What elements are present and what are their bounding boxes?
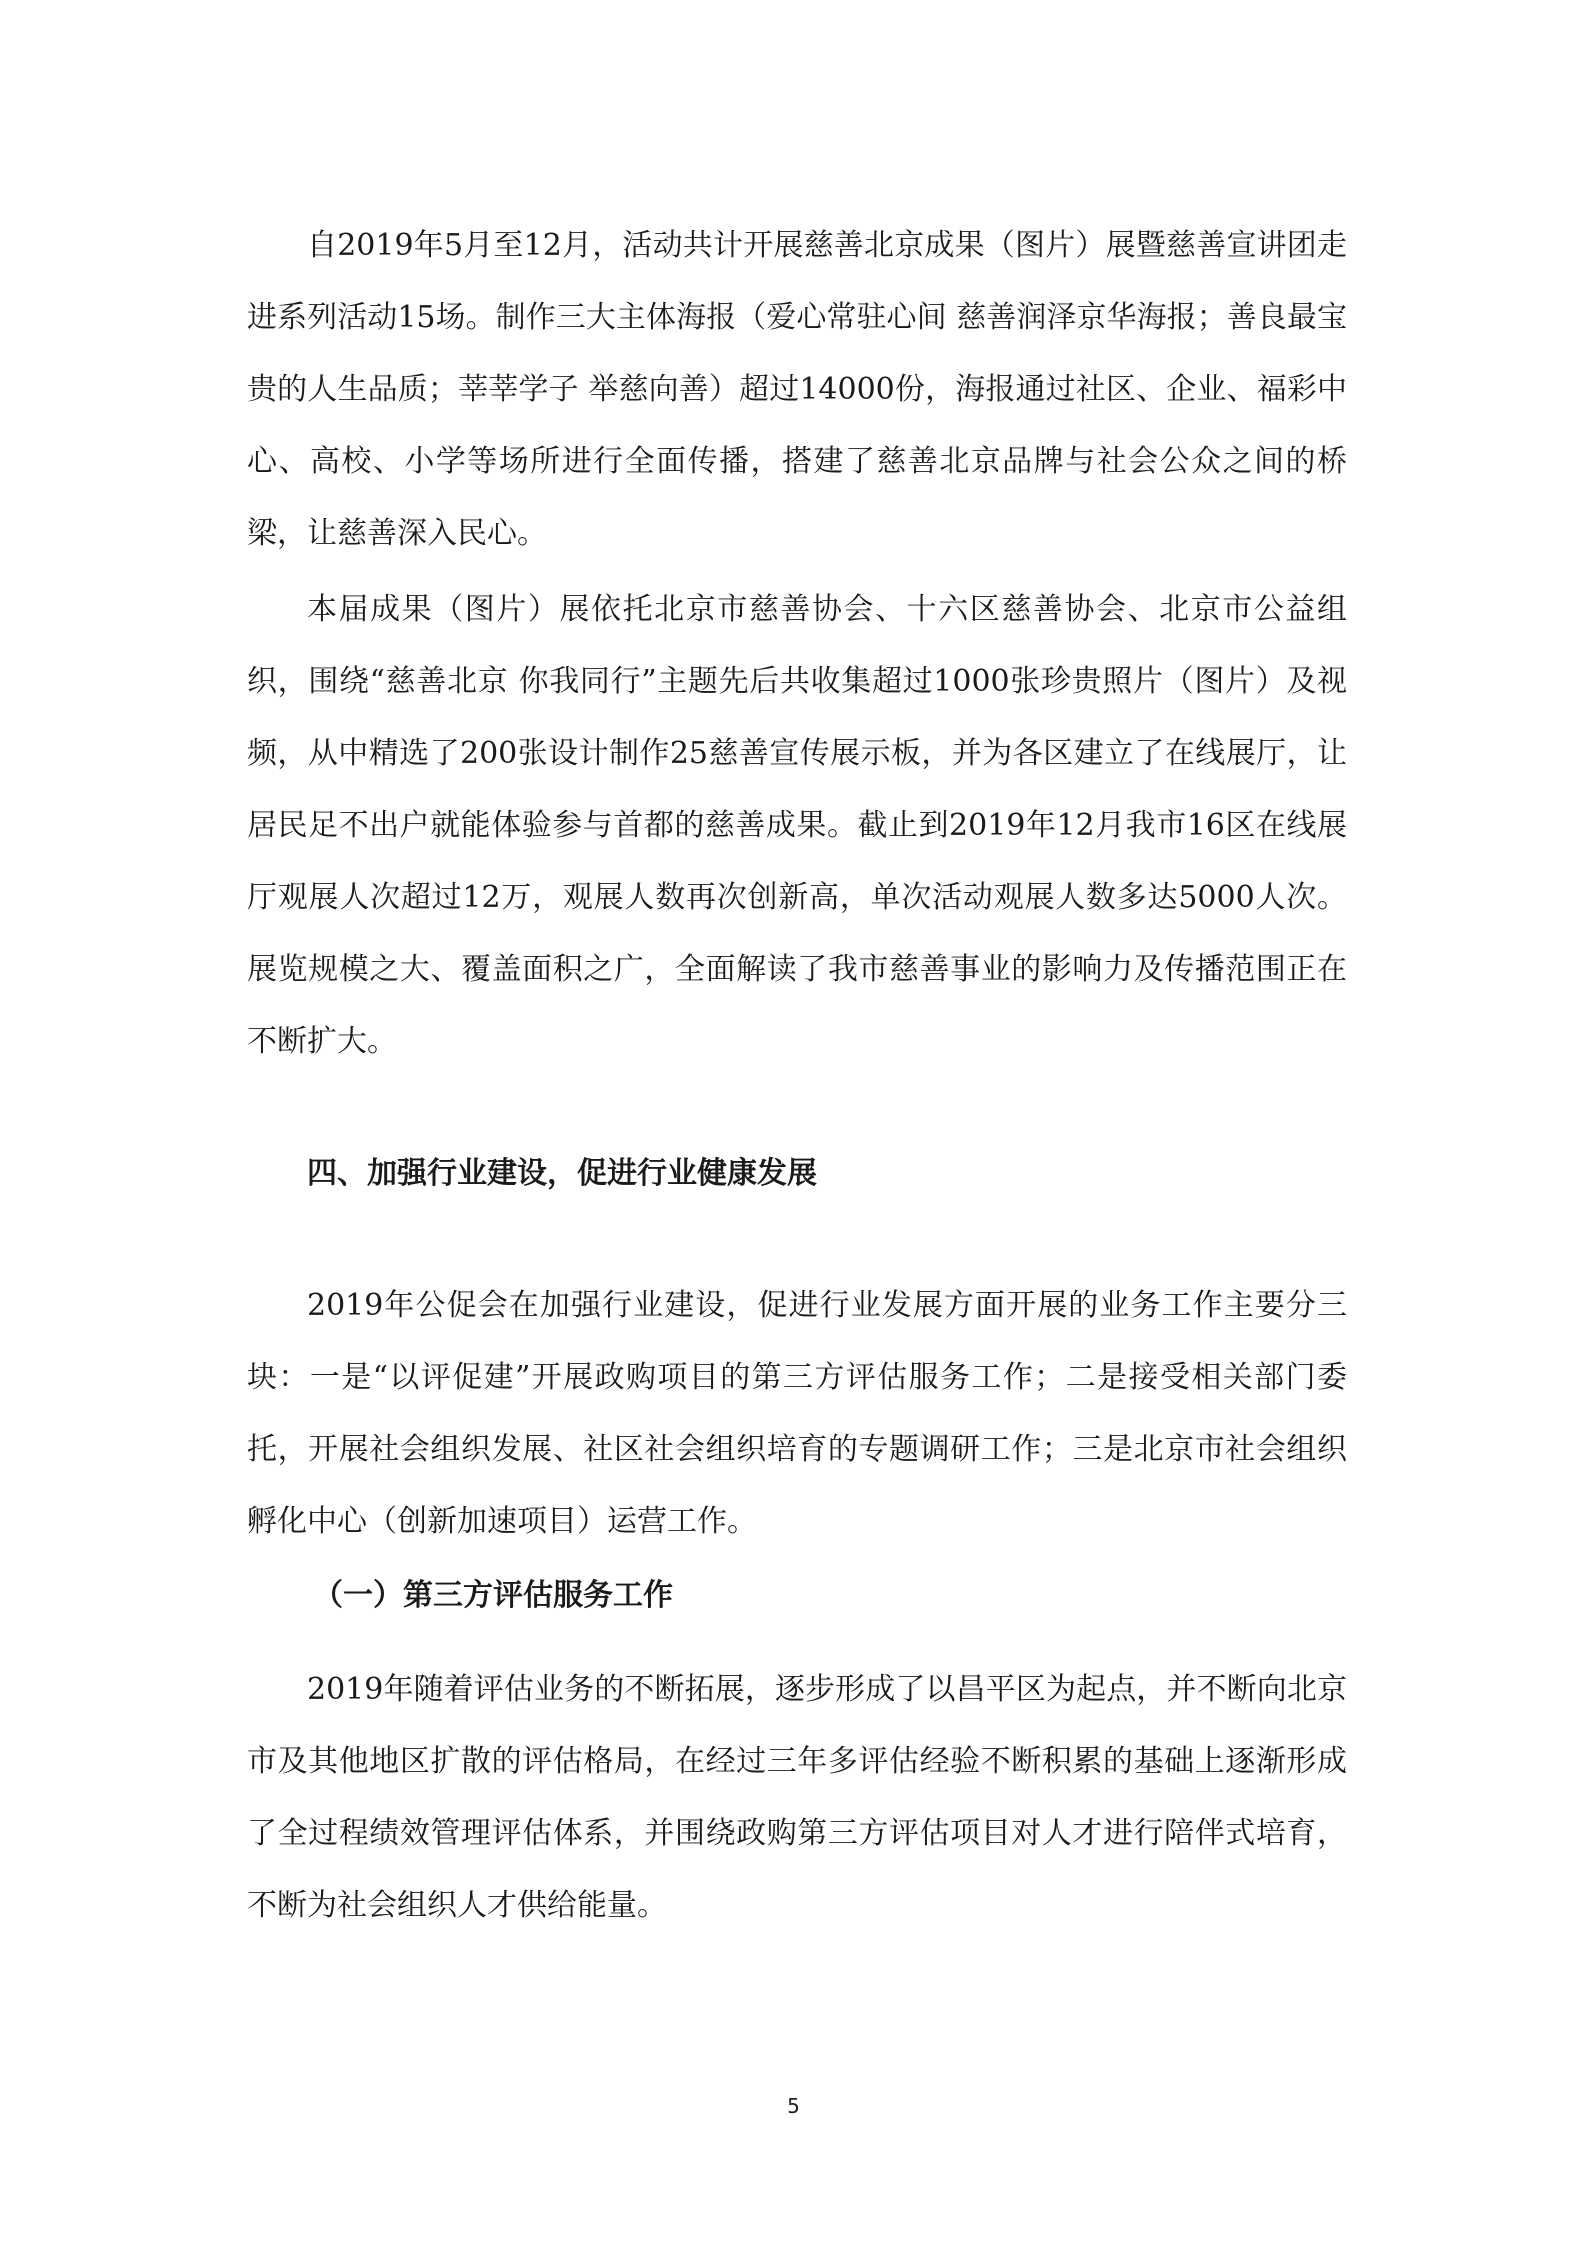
- paragraph-evaluation: 2019年随着评估业务的不断拓展，逐步形成了以昌平区为起点，并不断向北京市及其他地区扩散的评估格局，在经过三年多评估经验不断积累的基础上逐渐形成了全过程绩效管理评估体系，并围绕政购第三方评估项目对人才进行陪伴式培育，不断为社会组织人才供给能量。: [247, 1672, 1347, 1923]
- paragraph-industry-work: 2019年公促会在加强行业建设，促进行业发展方面开展的业务工作主要分三块：一是“以评促建”开展政购项目的第三方评估服务工作；二是接受相关部门委托，开展社会组织发展、社区社会组织培育的专题调研工作；三是北京市社会组织孵化中心（创新加速项目）运营工作。: [247, 1288, 1347, 1539]
- heading-spacer-before: [247, 1078, 1347, 1144]
- paragraph-activities: 自2019年5月至12月，活动共计开展慈善北京成果（图片）展暨慈善宣讲团走进系列活动15场。制作三大主体海报（爱心常驻心间 慈善润泽京华海报；善良最宝贵的人生品质；莘莘学子 举慈向善）超过14000份，海报通过社区、企业、福彩中心、高校、小学等场所进行全面传播，搭建了慈善北京品牌与社会公众之间的桥梁，让慈善深入民心。: [247, 228, 1347, 551]
- paragraph-exhibition: 本届成果（图片）展依托北京市慈善协会、十六区慈善协会、北京市公益组织，围绕“慈善北京 你我同行”主题先后共收集超过1000张珍贵照片（图片）及视频，从中精选了200张设计制作25慈善宣传展示板，并为各区建立了在线展厅，让居民足不出户就能体验参与首都的慈善成果。截止到2019年12月我市16区在线展厅观展人次超过12万，观展人数再次创新高，单次活动观展人数多达5000人次。展览规模之大、覆盖面积之广，全面解读了我市慈善事业的影响力及传播范围正在不断扩大。: [247, 592, 1347, 1059]
- heading-spacer-after: [247, 1204, 1347, 1270]
- subheading-spacer-after: [247, 1626, 1347, 1654]
- page-number: 5: [787, 2094, 800, 2118]
- section-heading: 四、加强行业建设，促进行业健康发展: [307, 1156, 817, 1191]
- subheading-spacer-before: [247, 1558, 1347, 1566]
- page-body: [247, 210, 1347, 1942]
- subsection-heading: （一）第三方评估服务工作: [313, 1578, 673, 1613]
